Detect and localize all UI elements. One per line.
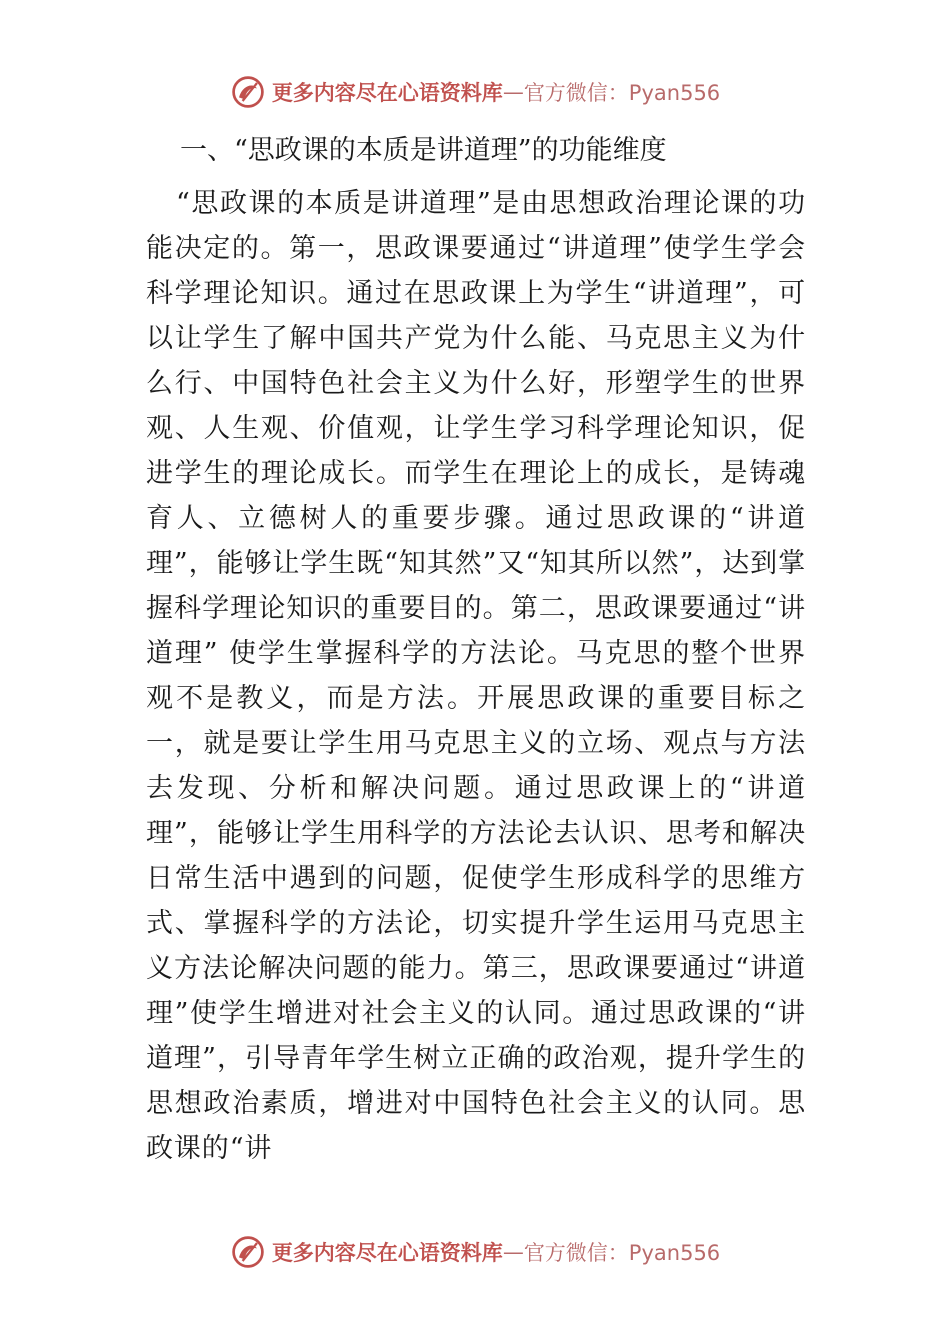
watermark-separator: — [502, 80, 524, 104]
watermark-wechat: 官方微信：Pyan556 [523, 81, 721, 105]
body-paragraph: “思政课的本质是讲道理”是由思想政治理论课的功能决定的。第一，思政课要通过“讲道理”使学生学会科学理论知识。通过在思政课上为学生“讲道理”，可以让学生了解中国共产党为什么能、马克思主义为什么行、中国特色社会主义为什么好，形塑学生的世界观、人生观、价值观，让学生学习科学理论知识，促进学生的理论成长。而学生在理论上的成长，是铸魂育人、立德树人的重要步骤。通过思政课的“讲道理”，能够让学生既“知其然”又“知其所以然”，达到掌握科学理论知识的重要目的。第二，思政课要通过“讲道理” 使学生掌握科学的方法论。马克思的整个世界观不是教义，而是方法。开展思政课的重要目标之一，就是要让学生用马克思主义的立场、观点与方法去发现、分析和解决问题。通过思政课上的“讲道理”，能够让学生用科学的方法论去认识、思考和解决日常生活中遇到的问题，促使学生形成科学的思维方式、掌握科学的方法论，切实提升学生运用马克思主义方法论解决问题的能力。第三，思政课要通过“讲道理”使学生增进对社会主义的认同。通过思政课的“讲道理”，引导青年学生树立正确的政治观，提升学生的思想政治素质，增进对中国特色社会主义的认同。思政课的“讲 [146, 188, 806, 1164]
swirl-logo-icon [230, 74, 266, 110]
swirl-logo-icon [230, 1234, 266, 1270]
section-heading: 一、“思政课的本质是讲道理”的功能维度 [180, 135, 667, 166]
watermark-footer [0, 1230, 950, 1274]
watermark-header [0, 70, 950, 114]
watermark-brand: 更多内容尽在心语资料库 [271, 1241, 503, 1265]
document-body [146, 128, 806, 1171]
watermark-wechat: 官方微信：Pyan556 [523, 1241, 721, 1265]
watermark-brand: 更多内容尽在心语资料库 [271, 81, 503, 105]
watermark-separator: — [502, 1240, 524, 1264]
